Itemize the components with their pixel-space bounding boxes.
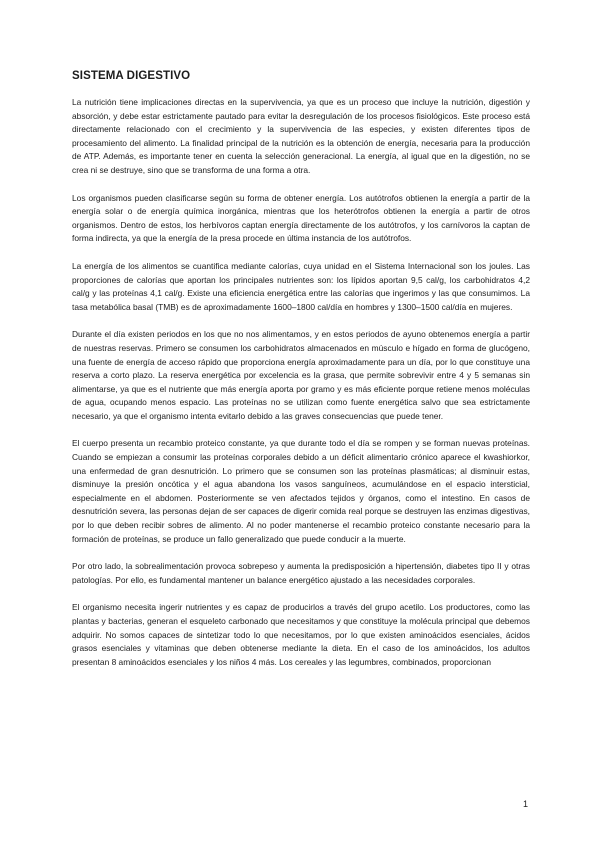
- page-number: 1: [522, 799, 528, 809]
- paragraph-fasting: Durante el día existen periodos en los que no nos alimentamos, y en estos periodos de ayuno obtenemos energía a partir de nuestras reservas. Primero se consumen los carbohidratos almacenados en músculo e hígado en forma de glucógeno, una fuente de energía de acceso rápido que proporciona energía aproximadamente para un día, por lo que constituye una reserva a corto plazo. La reserva energética por excelencia es la grasa, que permite sobrevivir entre 4 y 5 semanas sin alimentarse, ya que es el nutriente que más energía aporta por gramo y es más eficiente porque retiene menos moléculas de agua, ocupando menos espacio. Las proteínas no se utilizan como fuente energética salvo que sea estrictamente necesario, ya que el organismo intenta evitarlo debido a las graves consecuencias que puede tener.: [72, 329, 530, 421]
- paragraph-overfeeding: Por otro lado, la sobrealimentación provoca sobrepeso y aumenta la predisposición a hipertensión, diabetes tipo II y otras patologías. Por ello, es fundamental mantener un balance energético ajustado a las necesidades corporales.: [72, 561, 530, 585]
- paragraph-nutrition: La nutrición tiene implicaciones directas en la supervivencia, ya que es un proceso que incluye la nutrición, digestión y absorción, y debe estar estrictamente pautado para evitar la desregulación de los procesos fisiológicos. Este proceso está directamente relacionado con el crecimiento y la supervivencia de las especies, y existen diferentes tipos de procesamiento del alimento. La finalidad principal de la nutrición es la obtención de energía, necesaria para la producción de ATP. Además, es importante tener en cuenta la selección generacional. La energía, al igual que en la digestión, no se crea ni se destruye, sino que se transforma de una forma a otra.: [72, 97, 530, 175]
- document-title: SISTEMA DIGESTIVO: [72, 70, 191, 82]
- paragraph-protein-turnover: El cuerpo presenta un recambio proteico constante, ya que durante todo el día se rompen y se forman nuevas proteínas. Cuando se empiezan a consumir las proteínas corporales debido a un déficit alimentario crónico aparece el kwashiorkor, una enfermedad de gran desnutrición. Lo primero que se consumen son las proteínas plasmáticas; al disminuir estas, disminuye la presión oncótica y el agua abandona los vasos sanguíneos, acumulándose en el espacio intersticial, especialmente en el abdomen. Posteriormente se ven afectados tejidos y órganos, como el intestino. En casos de desnutrición severa, las personas dejan de ser capaces de digerir comida real porque se destruyen las enzimas digestivas, por lo que deben recibir sobres de alimento. Al no poder mantenerse el recambio proteico constante necesario para la formación de proteínas, se produce un fallo generalizado que puede conducir a la muerte.: [72, 438, 530, 544]
- paragraph-organisms: Los organismos pueden clasificarse según su forma de obtener energía. Los autótrofos obtienen la energía a partir de la energía solar o de energía química inorgánica, mientras que los heterótrofos obtienen la energía a partir de otros organismos. Dentro de estos, los herbívoros captan energía directamente de los autótrofos, y los carnívoros la captan de forma indirecta, ya que la energía de la presa procede en última instancia de los autótrofos.: [72, 192, 530, 244]
- document-page: [72, 70, 530, 683]
- paragraph-essential-nutrients: El organismo necesita ingerir nutrientes y es capaz de producirlos a través del grupo acetilo. Los productores, como las plantas y bacterias, generan el esqueleto carbonado que necesitamos y que constituye la molécula principal que debemos adquirir. No somos capaces de sintetizar todo lo que necesitamos, por lo que existen aminoácidos esenciales, ácidos grasos esenciales y vitaminas que deben obtenerse mediante la dieta. En el caso de los aminoácidos, los adultos presentan 8 aminoácidos esenciales y los niños 4 más. Los cereales y las legumbres, combinados, proporcionan: [72, 602, 530, 667]
- paragraph-calories: La energía de los alimentos se cuantifica mediante calorías, cuya unidad en el Sistema Internacional son los joules. Las proporciones de calorías que aportan los principales nutrientes son: los lípidos aportan 9,5 cal/g, los carbohidratos 4,2 cal/g y las proteínas 4,1 cal/g. Existe una eficiencia energética entre las calorías que ingerimos y las que consumimos. La tasa metabólica basal (TMB) es de aproximadamente 1600–1800 cal/día en hombres y 1300–1500 cal/día en mujeres.: [72, 260, 530, 312]
